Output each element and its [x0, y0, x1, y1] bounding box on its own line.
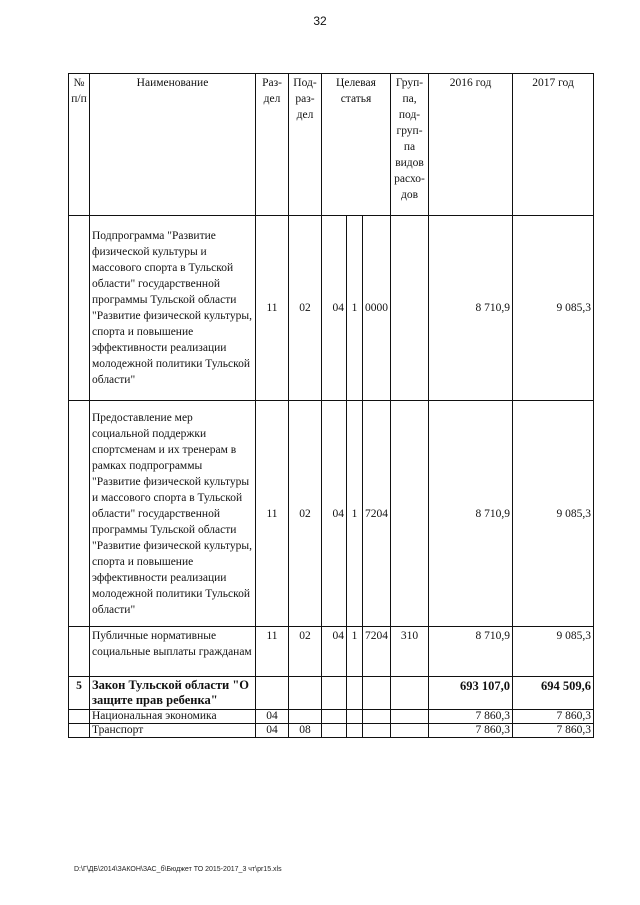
- row-subsection: 08: [289, 724, 322, 738]
- table-row: [69, 401, 594, 627]
- row-target-subprogram: [347, 677, 363, 710]
- row-amount-2016: 7 860,3: [429, 710, 513, 724]
- row-expense-group: [391, 216, 429, 401]
- row-target-direction: [363, 724, 391, 738]
- row-target-direction: [363, 710, 391, 724]
- page-number: 32: [313, 14, 327, 28]
- row-num: [69, 710, 90, 724]
- header-target: Целевая статья: [322, 74, 391, 216]
- row-expense-group: [391, 401, 429, 627]
- row-section: [256, 677, 289, 710]
- row-amount-2017: 694 509,6: [513, 677, 594, 710]
- row-subsection: [289, 677, 322, 710]
- header-section: Раз- дел: [256, 74, 289, 216]
- row-amount-2017: 7 860,3: [513, 710, 594, 724]
- row-amount-2017: 7 860,3: [513, 724, 594, 738]
- row-target-subprogram: 1: [347, 401, 363, 627]
- row-amount-2017: 9 085,3: [513, 627, 594, 677]
- header-name: Наименование: [90, 74, 256, 216]
- file-path-footer: D:\Г\ДБ\2014\ЗАКОН\ЗАС_б\Бюджет ТО 2015-2017_3 чт\pr15.xls: [74, 866, 282, 873]
- header-year-2016: 2016 год: [429, 74, 513, 216]
- row-num: 5: [69, 677, 90, 710]
- row-section: 11: [256, 627, 289, 677]
- row-target-subprogram: [347, 724, 363, 738]
- row-expense-group: [391, 677, 429, 710]
- row-target-program: [322, 710, 347, 724]
- table-row: [69, 724, 594, 738]
- row-num: [69, 401, 90, 627]
- row-target-subprogram: 1: [347, 627, 363, 677]
- row-target-direction: 0000: [363, 216, 391, 401]
- row-section: 11: [256, 401, 289, 627]
- row-amount-2016: 8 710,9: [429, 627, 513, 677]
- row-section: 04: [256, 724, 289, 738]
- row-num: [69, 724, 90, 738]
- row-section: 11: [256, 216, 289, 401]
- row-name: Публичные нормативные социальные выплаты гражданам: [90, 627, 256, 677]
- row-subsection: 02: [289, 401, 322, 627]
- row-num: [69, 627, 90, 677]
- row-subsection: 02: [289, 627, 322, 677]
- row-amount-2017: 9 085,3: [513, 216, 594, 401]
- row-target-program: 04: [322, 627, 347, 677]
- table-row: [69, 216, 594, 401]
- row-target-program: 04: [322, 216, 347, 401]
- row-amount-2016: 693 107,0: [429, 677, 513, 710]
- row-target-direction: [363, 677, 391, 710]
- table-row: [69, 677, 594, 710]
- header-num: № п/п: [69, 74, 90, 216]
- header-subsection: Под- раз- дел: [289, 74, 322, 216]
- row-expense-group: [391, 710, 429, 724]
- row-section: 04: [256, 710, 289, 724]
- row-amount-2017: 9 085,3: [513, 401, 594, 627]
- row-target-program: [322, 724, 347, 738]
- header-year-2017: 2017 год: [513, 74, 594, 216]
- row-target-direction: 7204: [363, 401, 391, 627]
- row-amount-2016: 7 860,3: [429, 724, 513, 738]
- row-num: [69, 216, 90, 401]
- row-target-program: 04: [322, 401, 347, 627]
- row-name: Предоставление мер социальной поддержки спортсменам и их тренерам в рамках подпрограммы "Развитие физической культуры и массового спорта в Тульской области" государственной программы Тульской области "Развитие физической культуры, спорта и повышение эффективности реализации молодежной политики Тульской области": [90, 401, 256, 627]
- header-expense-group: Груп- па, под- груп- па видов расхо- дов: [391, 74, 429, 216]
- row-expense-group: [391, 724, 429, 738]
- row-target-direction: 7204: [363, 627, 391, 677]
- table-row: [69, 710, 594, 724]
- budget-table: [68, 73, 594, 738]
- header-row: [69, 74, 594, 216]
- row-name: Подпрограмма "Развитие физической культуры и массового спорта в Тульской области" государственной программы Тульской области "Развитие физической культуры, спорта и повышение эффективности реализации молодежной политики Тульской области": [90, 216, 256, 401]
- row-name: Транспорт: [90, 724, 256, 738]
- row-subsection: [289, 710, 322, 724]
- row-amount-2016: 8 710,9: [429, 401, 513, 627]
- table-row: [69, 627, 594, 677]
- row-subsection: 02: [289, 216, 322, 401]
- row-amount-2016: 8 710,9: [429, 216, 513, 401]
- row-name: Национальная экономика: [90, 710, 256, 724]
- row-target-subprogram: [347, 710, 363, 724]
- row-name: Закон Тульской области "О защите прав ребенка": [90, 677, 256, 710]
- row-target-program: [322, 677, 347, 710]
- row-target-subprogram: 1: [347, 216, 363, 401]
- row-expense-group: 310: [391, 627, 429, 677]
